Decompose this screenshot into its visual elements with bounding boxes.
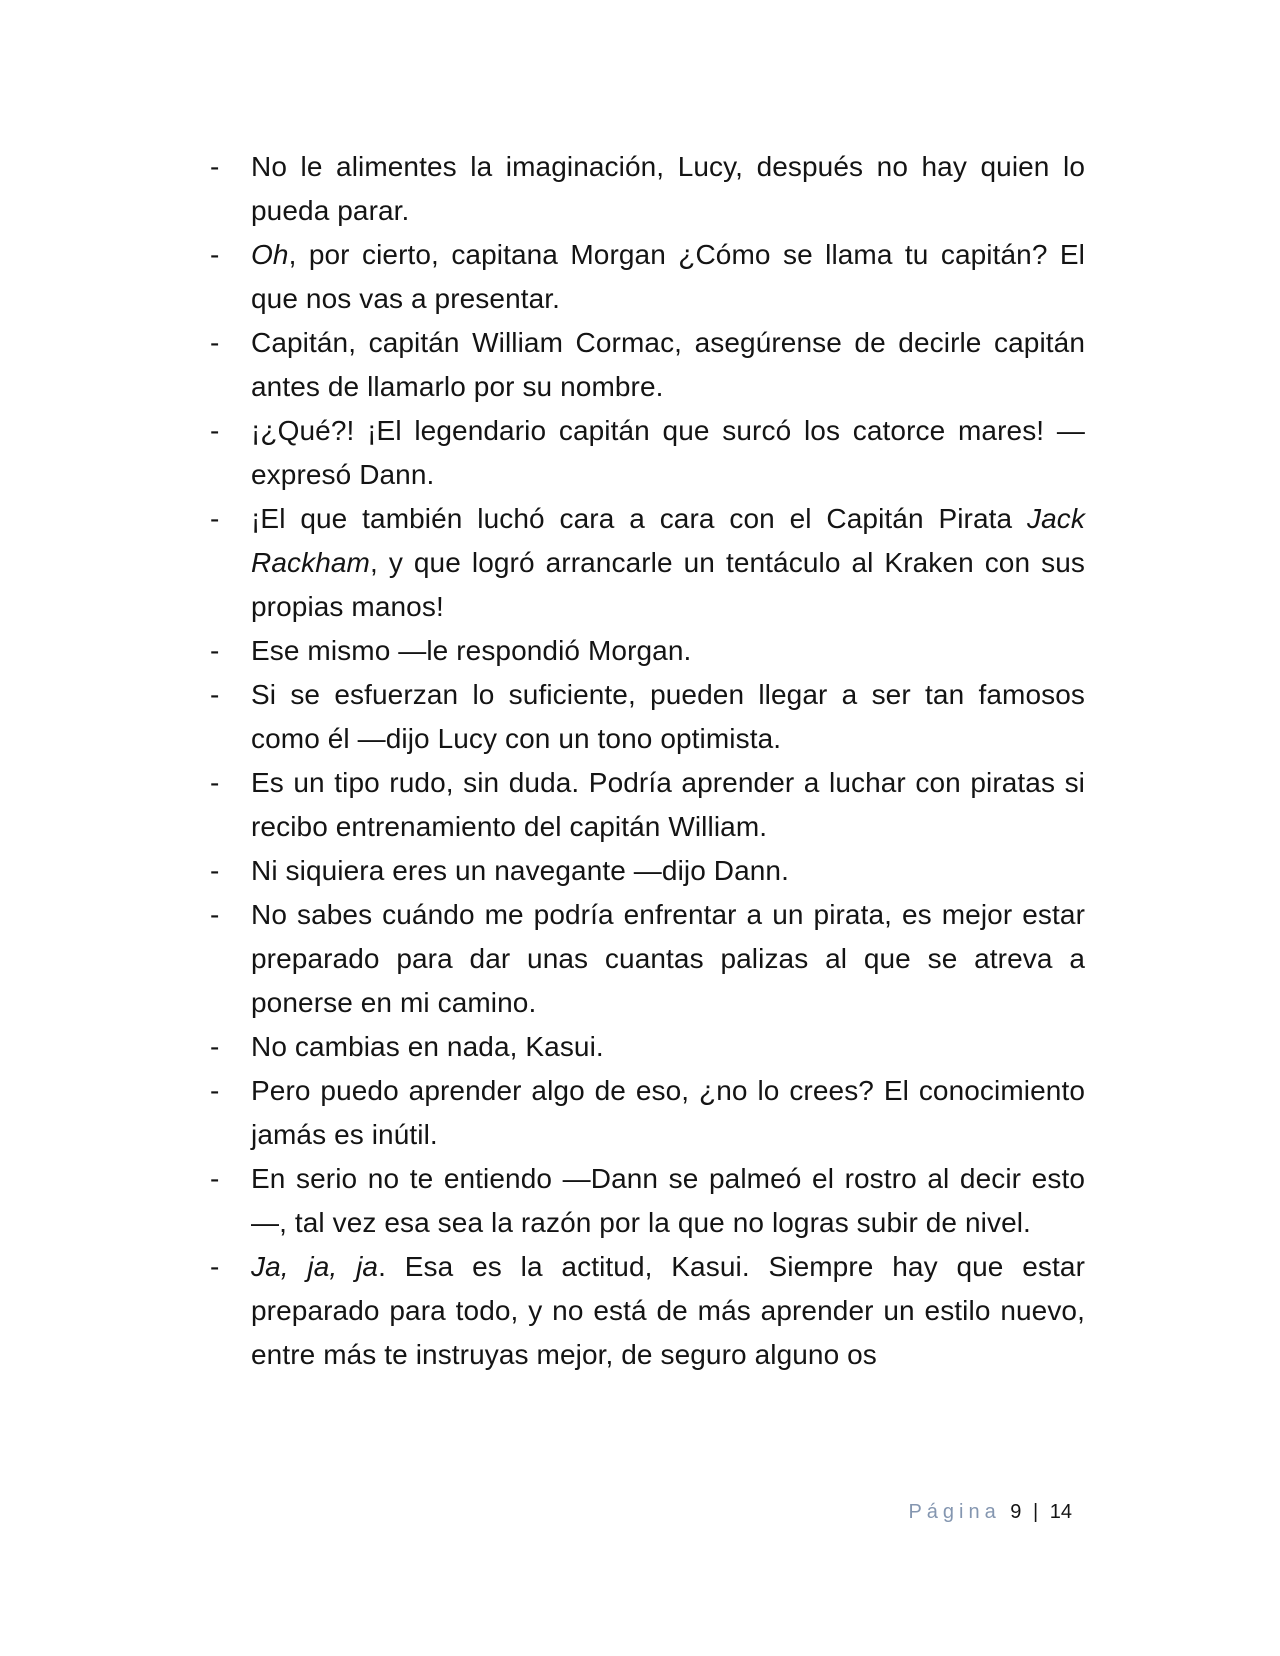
- dialogue-line: [210, 1245, 1085, 1377]
- dialogue-list: [210, 145, 1085, 1377]
- dialogue-text: Pero puedo aprender algo de eso, ¿no lo crees? El conocimiento jamás es inútil.: [251, 1075, 1085, 1150]
- italic-name: Jack Rackham: [251, 503, 1085, 578]
- dialogue-line: [210, 1069, 1085, 1157]
- dialogue-dash: -: [210, 1251, 220, 1282]
- dialogue-line: [210, 629, 1085, 673]
- dialogue-line: [210, 849, 1085, 893]
- dialogue-line: [210, 233, 1085, 321]
- dialogue-text: Oh, por cierto, capitana Morgan ¿Cómo se llama tu capitán? El que nos vas a presentar.: [251, 239, 1085, 314]
- dialogue-text: En serio no te entiendo —Dann se palmeó el rostro al decir esto—, tal vez esa sea la razón por la que no logras subir de nivel.: [251, 1163, 1085, 1238]
- dialogue-text: Ja, ja, ja. Esa es la actitud, Kasui. Siempre hay que estar preparado para todo, y no está de más aprender un estilo nuevo, entre más te instruyas mejor, de seguro alguno os: [251, 1251, 1085, 1370]
- italic-word: Oh: [251, 239, 289, 270]
- dialogue-line: [210, 409, 1085, 497]
- dialogue-dash: -: [210, 767, 220, 798]
- dialogue-dash: -: [210, 239, 220, 270]
- dialogue-dash: -: [210, 327, 220, 358]
- dialogue-dash: -: [210, 415, 220, 446]
- dialogue-line: [210, 893, 1085, 1025]
- dialogue-line: [210, 145, 1085, 233]
- page-total: 14: [1049, 1501, 1072, 1523]
- italic-laugh: Ja, ja, ja: [251, 1251, 379, 1282]
- dialogue-dash: -: [210, 503, 220, 534]
- dialogue-text: ¡El que también luchó cara a cara con el Capitán Pirata Jack Rackham, y que logró arrancarle un tentáculo al Kraken con sus propias manos!: [251, 503, 1085, 622]
- dialogue-line: [210, 1157, 1085, 1245]
- dialogue-text: ¡¿Qué?! ¡El legendario capitán que surcó los catorce mares! —expresó Dann.: [251, 415, 1085, 490]
- dialogue-dash: -: [210, 1163, 220, 1194]
- dialogue-dash: -: [210, 679, 220, 710]
- page-separator: |: [1032, 1501, 1039, 1523]
- dialogue-text: Ni siquiera eres un navegante —dijo Dann.: [251, 855, 789, 886]
- dialogue-text: Si se esfuerzan lo suficiente, pueden llegar a ser tan famosos como él —dijo Lucy con un tono optimista.: [251, 679, 1085, 754]
- dialogue-line: [210, 497, 1085, 629]
- dialogue-line: [210, 321, 1085, 409]
- page-footer: [908, 1497, 1072, 1527]
- dialogue-text: No sabes cuándo me podría enfrentar a un pirata, es mejor estar preparado para dar unas cuantas palizas al que se atreva a ponerse en mi camino.: [251, 899, 1085, 1018]
- page-label: Página: [908, 1501, 1001, 1523]
- dialogue-text: No cambias en nada, Kasui.: [251, 1031, 604, 1062]
- dialogue-dash: -: [210, 899, 220, 930]
- dialogue-text: No le alimentes la imaginación, Lucy, después no hay quien lo pueda parar.: [251, 151, 1085, 226]
- dialogue-dash: -: [210, 1075, 220, 1106]
- dialogue-text: Capitán, capitán William Cormac, asegúrense de decirle capitán antes de llamarlo por su nombre.: [251, 327, 1085, 402]
- dialogue-dash: -: [210, 151, 220, 182]
- dialogue-dash: -: [210, 635, 220, 666]
- page-number: 9: [1010, 1501, 1022, 1523]
- dialogue-line: [210, 673, 1085, 761]
- dialogue-text: Ese mismo —le respondió Morgan.: [251, 635, 692, 666]
- dialogue-dash: -: [210, 855, 220, 886]
- dialogue-dash: -: [210, 1031, 220, 1062]
- dialogue-line: [210, 761, 1085, 849]
- dialogue-line: [210, 1025, 1085, 1069]
- dialogue-text: Es un tipo rudo, sin duda. Podría aprender a luchar con piratas si recibo entrenamiento del capitán William.: [251, 767, 1085, 842]
